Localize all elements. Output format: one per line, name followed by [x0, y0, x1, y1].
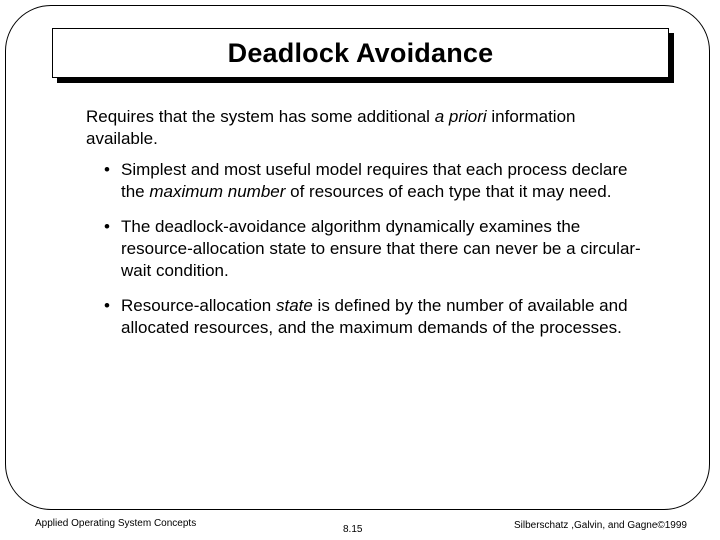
intro-emphasis: a priori: [434, 107, 487, 126]
bullet-text-end: of resources of each type that it may need.: [285, 182, 612, 201]
footer-authors: Silberschatz ,Galvin, and Gagne©1999: [513, 520, 687, 531]
bullet-text: Simplest and most useful model requires that each process declare the: [121, 160, 628, 201]
bullet-item: [104, 295, 644, 339]
footer-page-number: 8.15: [343, 524, 363, 535]
bullet-icon: •: [104, 160, 110, 179]
bullet-item: [104, 216, 644, 282]
slide-title: Deadlock Avoidance: [227, 37, 494, 68]
bullet-emphasis: state: [275, 296, 313, 315]
bullet-item: [104, 159, 644, 203]
bullet-text-end: is defined by the number of available and allocated resources, and the maximum demands of the processes.: [121, 296, 628, 337]
intro-paragraph: [86, 106, 646, 150]
title-box: [52, 28, 669, 78]
bullet-icon: •: [104, 217, 110, 236]
intro-text: Requires that the system has some additional: [86, 107, 435, 126]
footer-book-title: Applied Operating System Concepts: [35, 518, 197, 529]
bullet-emphasis: maximum number: [149, 182, 286, 201]
bullet-text: The deadlock-avoidance algorithm dynamically examines the resource-allocation state to ensure that there can never be a circular-wait condition.: [121, 217, 641, 280]
intro-text-end: information available.: [86, 107, 576, 148]
bullet-list: [104, 159, 644, 352]
bullet-text: Resource-allocation: [121, 296, 276, 315]
bullet-icon: •: [104, 296, 110, 315]
